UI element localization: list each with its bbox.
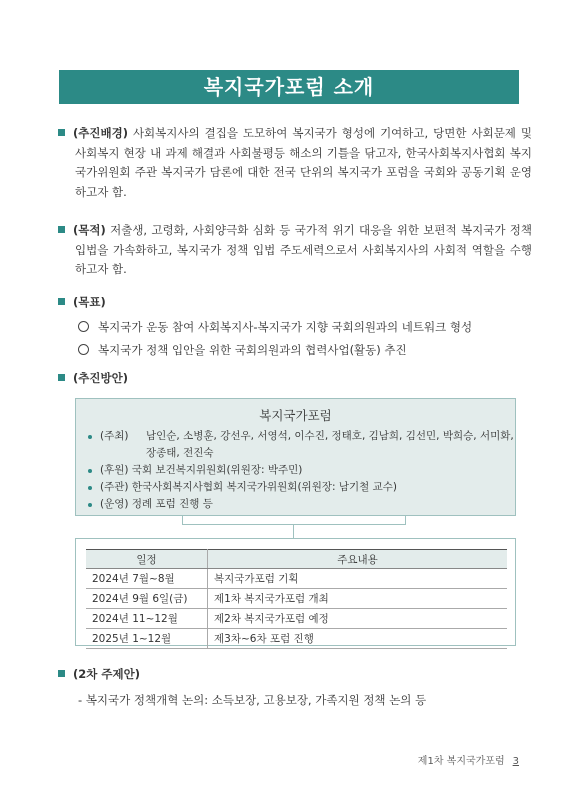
section-label: (추진방안): [73, 371, 128, 385]
square-bullet-icon: [58, 129, 65, 136]
goal-item: 복지국가 운동 참여 사회복지사-복지국가 지향 국회의원과의 네트워크 형성: [78, 318, 472, 337]
table-row: 2024년 11~12월 제2차 복지국가포럼 예정: [86, 609, 507, 629]
circle-bullet-icon: [78, 321, 89, 332]
section-text: 저출생, 고령화, 사회양극화 심화 등 국가적 위기 대응을 위한 보편적 복지국가 정책 입법을 가속화하고, 복지국가 정책 입법 주도세력으로서 사회복지사의 사회적 역할을 수행하고자 함.: [75, 223, 533, 276]
connector-line: [293, 524, 294, 538]
page-number: 3: [512, 756, 519, 767]
square-bullet-icon: [58, 298, 65, 305]
section-purpose: [58, 221, 532, 280]
section-label: (2차 주제안): [73, 667, 140, 681]
theme-item: - 복지국가 정책개혁 논의: 소득보장, 고용보장, 가족지원 정책 논의 등: [78, 693, 427, 707]
dot-bullet-icon: [88, 486, 92, 490]
section-label: (목적): [73, 223, 106, 237]
table-header-row: 일정 주요내용: [86, 550, 507, 569]
table-row: 2024년 9월 6일(금) 제1차 복지국가포럼 개최: [86, 589, 507, 609]
section-theme: [58, 665, 532, 685]
circle-bullet-icon: [78, 344, 89, 355]
section-plan: [58, 369, 532, 389]
dot-bullet-icon: [88, 503, 92, 507]
section-label: (목표): [73, 295, 106, 309]
goal-item: 복지국가 정책 입안을 위한 국회의원과의 협력사업(활동) 추진: [78, 341, 407, 360]
page-footer: 제1차 복지국가포럼 3: [417, 756, 519, 767]
forum-list: [88, 428, 515, 513]
forum-item: (주최) 남인순, 소병훈, 강선우, 서영석, 이수진, 정태호, 김남희, 김선민, 박희승, 서미화, 장종태, 전진숙: [88, 428, 515, 462]
square-bullet-icon: [58, 374, 65, 381]
dot-bullet-icon: [88, 435, 92, 439]
forum-title: 복지국가포럼: [259, 408, 332, 423]
square-bullet-icon: [58, 670, 65, 677]
square-bullet-icon: [58, 226, 65, 233]
forum-item: (운영) 정례 포럼 진행 등: [88, 496, 515, 513]
connector-line: [182, 516, 406, 525]
section-goal: [58, 293, 532, 313]
section-label: (추진배경): [73, 126, 128, 140]
forum-info-box: [75, 398, 516, 516]
forum-item: (주관) 한국사회복지사협회 복지국가위원회(위원장: 남기철 교수): [88, 479, 515, 496]
page-title: 복지국가포럼 소개: [59, 70, 519, 104]
table-row: 2025년 1~12월 제3차~6차 포럼 진행: [86, 629, 507, 649]
section-text: 사회복지사의 결집을 도모하여 복지국가 형성에 기여하고, 당면한 사회문제 및 사회복지 현장 내 과제 해결과 사회불평등 해소의 기틀을 닦고자, 한국사회복지사협회 복지국가위원회 주관 복지국가 담론에 대한 전국 단위의 복지국가 포럼을 국회와 공동기획 운영하고자 함.: [75, 126, 533, 199]
forum-item: (후원) 국회 보건복지위원회(위원장: 박주민): [88, 462, 515, 479]
schedule-table: [86, 549, 507, 649]
section-background: [58, 124, 532, 202]
schedule-box: [75, 538, 516, 646]
table-row: 2024년 7월~8월 복지국가포럼 기획: [86, 569, 507, 589]
dot-bullet-icon: [88, 469, 92, 473]
